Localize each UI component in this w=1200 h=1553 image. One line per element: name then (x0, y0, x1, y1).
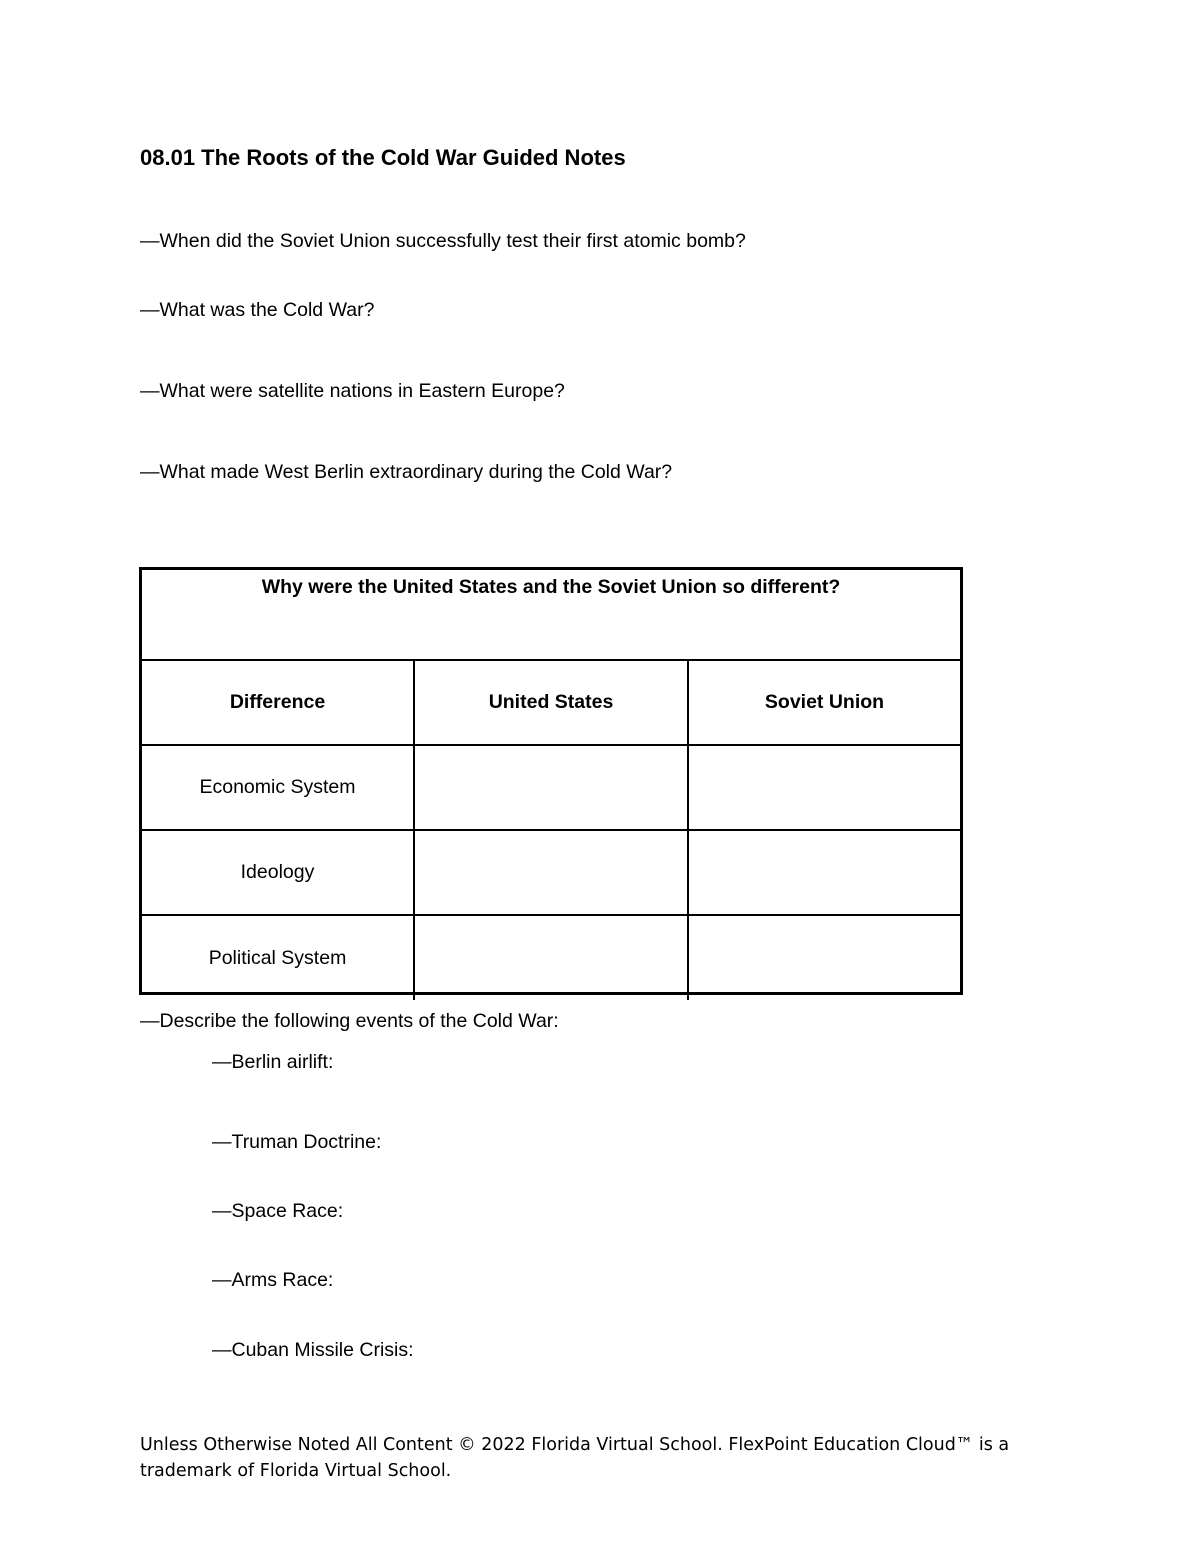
question-satellite-nations: —What were satellite nations in Eastern Europe? (140, 380, 565, 402)
question-atomic-bomb: —When did the Soviet Union successfully test their first atomic bomb? (140, 230, 746, 252)
footer-copyright-line2: trademark of Florida Virtual School. (140, 1461, 452, 1481)
event-truman-doctrine: —Truman Doctrine: (212, 1131, 382, 1153)
answer-cell-us-ideology[interactable] (414, 830, 688, 915)
event-berlin-airlift: —Berlin airlift: (212, 1051, 334, 1073)
column-header-difference: Difference (142, 660, 414, 745)
event-cuban-missile-crisis: —Cuban Missile Crisis: (212, 1339, 414, 1361)
row-label-economic-system: Economic System (142, 745, 414, 830)
answer-cell-su-economic[interactable] (688, 745, 960, 830)
column-header-united-states: United States (414, 660, 688, 745)
event-arms-race: —Arms Race: (212, 1269, 334, 1291)
page-title: 08.01 The Roots of the Cold War Guided Notes (140, 145, 626, 170)
question-west-berlin: —What made West Berlin extraordinary during the Cold War? (140, 461, 673, 483)
footer-copyright-line1: Unless Otherwise Noted All Content © 2022 Florida Virtual School. FlexPoint Education Cloud™ is a (140, 1435, 1010, 1455)
answer-cell-su-political[interactable] (688, 915, 960, 1000)
question-cold-war: —What was the Cold War? (140, 299, 375, 321)
event-space-race: —Space Race: (212, 1200, 344, 1222)
table-row (142, 745, 960, 830)
row-label-political-system: Political System (142, 915, 414, 1000)
answer-cell-su-ideology[interactable] (688, 830, 960, 915)
table-heading: Why were the United States and the Soviet Union so different? (142, 570, 960, 660)
table-row (142, 830, 960, 915)
events-prompt: —Describe the following events of the Cold War: (140, 1010, 559, 1032)
answer-cell-us-economic[interactable] (414, 745, 688, 830)
table-row (142, 915, 960, 1000)
row-label-ideology: Ideology (142, 830, 414, 915)
answer-cell-us-political[interactable] (414, 915, 688, 1000)
comparison-table (139, 567, 963, 995)
column-header-soviet-union: Soviet Union (688, 660, 960, 745)
